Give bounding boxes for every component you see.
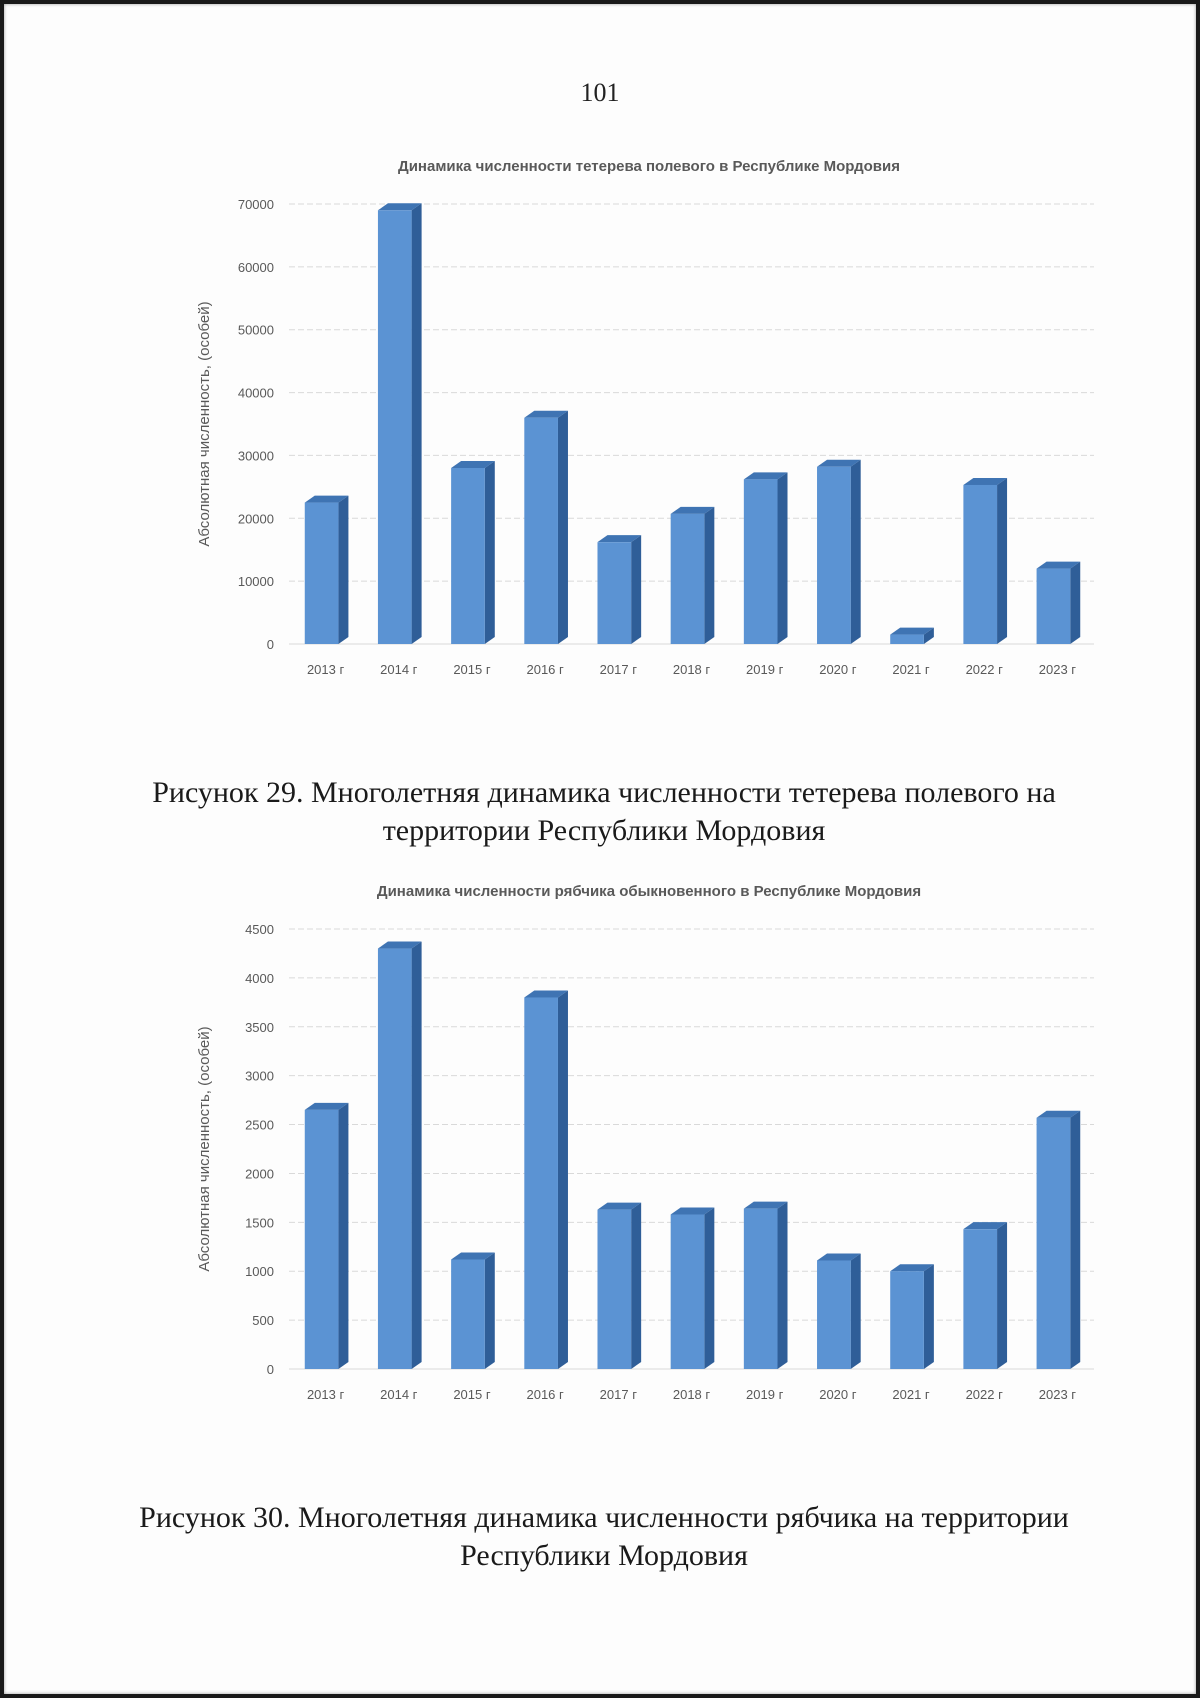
- x-tick-label: 2016 г: [526, 662, 564, 677]
- bar-side: [412, 942, 422, 1369]
- bar-2020г: [817, 460, 861, 644]
- bar-side: [485, 461, 495, 644]
- x-tick-label: 2018 г: [672, 1387, 711, 1402]
- chart-black-grouse: [4, 144, 1200, 744]
- bar-front: [817, 1260, 851, 1369]
- y-tick-label: 10000: [237, 574, 274, 590]
- bar-2014г: [378, 203, 422, 644]
- bar-front: [671, 1215, 705, 1369]
- bar-front: [524, 997, 558, 1369]
- x-tick-label: 2017 г: [599, 662, 637, 677]
- bar-side: [778, 472, 788, 644]
- y-tick-label: 60000: [237, 259, 274, 275]
- bar-2015г: [451, 461, 495, 644]
- bar-2013г: [305, 1103, 349, 1369]
- x-tick-label: 2019 г: [746, 1387, 784, 1402]
- bar-2017г: [597, 1203, 641, 1369]
- y-tick-label: 20000: [237, 511, 274, 527]
- x-tick-label: 2022 г: [965, 662, 1003, 677]
- y-tick-label: 4500: [245, 922, 274, 937]
- bar-side: [558, 411, 568, 644]
- bar-2020г: [817, 1253, 861, 1369]
- bar-side: [924, 1264, 934, 1369]
- bar-front: [671, 514, 705, 644]
- bar-2021г: [890, 628, 934, 644]
- x-tick-label: 2022 г: [965, 1387, 1003, 1402]
- x-tick-label: 2013 г: [306, 1387, 345, 1402]
- y-tick-label: 1000: [245, 1264, 274, 1280]
- y-tick-label: 500: [252, 1313, 274, 1329]
- bar-2014г: [378, 942, 422, 1369]
- bar-2016г: [524, 990, 568, 1369]
- x-tick-label: 2021 г: [892, 1387, 930, 1402]
- bar-front: [597, 1210, 631, 1369]
- bar-side: [412, 203, 422, 644]
- y-tick-label: 70000: [237, 197, 274, 212]
- bar-side: [704, 507, 714, 644]
- x-tick-label: 2016 г: [526, 1387, 564, 1402]
- y-tick-label: 3000: [245, 1068, 274, 1084]
- bar-side: [1070, 562, 1080, 644]
- bar-side: [1070, 1111, 1080, 1369]
- x-tick-label: 2023 г: [1038, 662, 1077, 677]
- x-tick-label: 2014 г: [380, 1387, 418, 1402]
- bar-front: [378, 949, 412, 1369]
- chart-title: Динамика численности тетерева полевого в Республике Мордовия: [398, 158, 900, 175]
- figure-30-caption: Рисунок 30. Многолетняя динамика численности рябчика на территории Республики Мордовия: [139, 1501, 1069, 1572]
- x-tick-label: 2020 г: [819, 662, 857, 677]
- bar-front: [744, 479, 778, 644]
- bar-front: [1037, 569, 1071, 644]
- bar-front: [451, 468, 485, 644]
- bar-front: [963, 485, 997, 644]
- bar-side: [338, 1103, 348, 1369]
- bar-2018г: [671, 507, 715, 644]
- y-tick-label: 0: [266, 637, 274, 652]
- bar-2023г: [1037, 1111, 1081, 1369]
- bar-2019г: [744, 1202, 788, 1369]
- bar-2021г: [890, 1264, 934, 1369]
- bar-side: [558, 990, 568, 1369]
- bar-front: [963, 1229, 997, 1369]
- bar-side: [851, 1253, 861, 1369]
- chart-title: Динамика численности рябчика обыкновенного в Республике Мордовия: [376, 883, 922, 900]
- x-tick-label: 2021 г: [892, 662, 930, 677]
- x-tick-label: 2015 г: [453, 1387, 491, 1402]
- y-tick-label: 4000: [245, 970, 274, 986]
- bar-side: [338, 496, 348, 644]
- bar-2016г: [524, 411, 568, 644]
- bar-front: [451, 1259, 485, 1369]
- bar-front: [305, 1110, 339, 1369]
- x-tick-label: 2019 г: [746, 662, 784, 677]
- y-tick-label: 0: [266, 1362, 274, 1377]
- bar-side: [704, 1208, 714, 1369]
- x-tick-label: 2017 г: [599, 1387, 637, 1402]
- y-tick-label: 3500: [245, 1019, 274, 1035]
- y-tick-label: 40000: [237, 385, 274, 401]
- y-tick-label: 30000: [237, 448, 274, 464]
- bar-front: [524, 418, 558, 644]
- bar-front: [378, 210, 412, 644]
- y-axis-label: Абсолютная численность, (особей): [196, 1026, 213, 1272]
- document-page: [4, 4, 1196, 1694]
- bar-side: [631, 1203, 641, 1369]
- x-tick-label: 2013 г: [306, 662, 345, 677]
- bar-front: [890, 1271, 924, 1369]
- bar-front: [305, 503, 339, 644]
- bar-2017г: [597, 535, 641, 644]
- y-tick-label: 2500: [245, 1117, 274, 1133]
- bar-2022г: [963, 478, 1007, 644]
- bar-side: [997, 478, 1007, 644]
- bar-side: [631, 535, 641, 644]
- y-tick-label: 2000: [245, 1166, 274, 1182]
- bar-front: [744, 1209, 778, 1369]
- x-tick-label: 2023 г: [1038, 1387, 1077, 1402]
- bar-side: [997, 1222, 1007, 1369]
- bar-front: [817, 467, 851, 644]
- page-number: 101: [580, 78, 620, 107]
- chart-hazel-grouse: [4, 869, 1200, 1469]
- bar-front: [1037, 1118, 1071, 1369]
- figure-29-caption: Рисунок 29. Многолетняя динамика численности тетерева полевого на территории Республики Мордовия: [152, 776, 1056, 847]
- x-tick-label: 2018 г: [672, 662, 711, 677]
- bar-side: [485, 1252, 495, 1369]
- y-tick-label: 50000: [237, 322, 274, 338]
- bar-side: [851, 460, 861, 644]
- y-axis-label: Абсолютная численность, (особей): [196, 301, 213, 547]
- x-tick-label: 2014 г: [380, 662, 418, 677]
- bar-2022г: [963, 1222, 1007, 1369]
- bar-front: [890, 635, 924, 644]
- bar-2015г: [451, 1252, 495, 1369]
- y-tick-label: 1500: [245, 1215, 274, 1231]
- bar-front: [597, 542, 631, 644]
- x-tick-label: 2015 г: [453, 662, 491, 677]
- bar-2019г: [744, 472, 788, 644]
- bar-side: [778, 1202, 788, 1369]
- bar-2023г: [1037, 562, 1081, 644]
- x-tick-label: 2020 г: [819, 1387, 857, 1402]
- bar-2013г: [305, 496, 349, 644]
- bar-2018г: [671, 1208, 715, 1369]
